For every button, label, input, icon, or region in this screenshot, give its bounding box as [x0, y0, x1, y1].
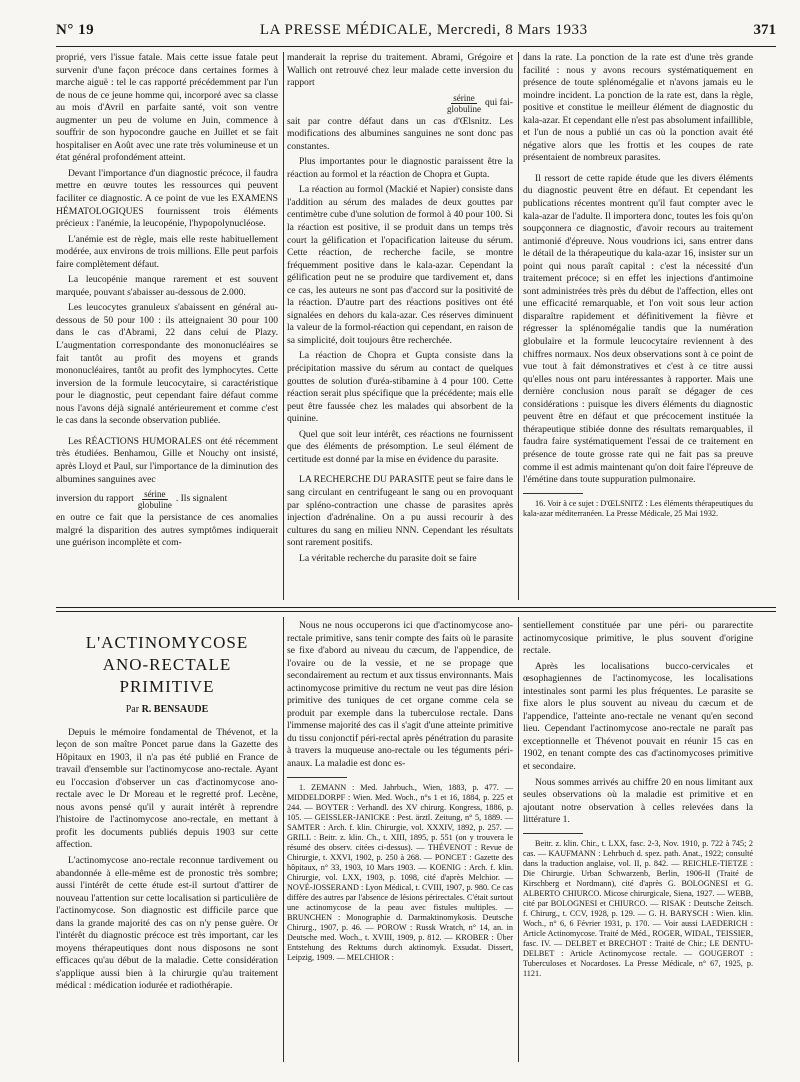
paragraph: sentiellement constituée par une péri- ou pararectite actinomycosique primitive, le plus souvent d'origine rectale. [523, 620, 753, 657]
section-rule [56, 611, 776, 612]
fraction [447, 93, 481, 114]
footnotes-continued: Beitr. z. klin. Chir., t. LXX, fasc. 2-3, Nov. 1910, p. 722 à 745; 2 cas. — KAUFMANN : Lehrbuch d. spez. path. Anat., 1922; consulté dans la traduction anglaise, vol. II, p. 842. — REICHLE-TIETZE : Die Chirurgie. Urban Schwarzenb, Berlin, 1906-II (Traité de Kirschberg et Nordmann), cité d'après G. BOLOGNESI et G. ALBERTO CHIURCO. Micose chirurgicale, Siena, 1927. — WEBB, cité par BOLOGNESI et CHIURCO. — RISAK : Deutsche Zeitsch. f. Chirurg., t. CCV, 1928, p. 129. — G. H. BARYSCH : Wien. klin. Woch., n° 6, 6 Février 1931, p. 170. — Voir aussi LAEDERICH : Article Actinomycose. Traité de Méd., ROGER, WIDAL, TEISSIER, fasc. IV. — DELBET et BRECHOT : Traité de Chir.; LE DENTU-DELBET : Article Actinomycose rectale. — GOUGEROT : Tuberculoses et Nocardoses. La Presse Médicale, n° 67, 1925, p. 1121. [523, 838, 753, 978]
footnote: 16. Voir à ce sujet : D'ŒLSNITZ : Les éléments thérapeutiques du kala-azar méditerranéen. La Presse Médicale, 25 Mai 1932. [523, 498, 753, 518]
article-title-line: ANO-RECTALE PRIMITIVE [102, 655, 232, 696]
paragraph: manderait la reprise du traitement. Abrami, Grégoire et Wallich ont retrouvé chez leur malade cette inversion du rapport [287, 52, 513, 89]
paragraph: Après les localisations bucco-cervicales et œsophagiennes de l'actinomycose, les localisations intestinales sont parmi les plus fréquentes. Le parasite se fixe alors le plus souvent au niveau du cæcum et de l'appendice, l'atteinte ano-rectale ne venant qu'en second lieu. Cependant l'actinomycose ano-rectale ne paraît pas exceptionnelle et Thévenot pouvait en réunir 15 cas en 1902, en tenant compte des cas d'actinomycoses primitive et secondaire. [523, 660, 753, 773]
formula-prefix: inversion du rapport [56, 493, 134, 505]
article-byline [56, 704, 278, 717]
paragraph: proprié, vers l'issue fatale. Mais cette issue fatale peut survenir d'une façon précoce dans certaines formes à marche aiguë : tel le cas rapporté précédemment par l'un de nous de ce jeune homme qui, incorporé avec sa classe au mois d'Avril en parfaite santé, voit son ventre augmenter un peu de volume en Juin, commence à souffrir de son hypocondre gauche en Juillet et se fait hospitaliser en Août avec une rate très volumineuse et un état général profondément atteint. [56, 52, 278, 164]
paragraph: Les leucocytes granuleux s'abaissent en général au-dessous de 50 pour 100 : ils atteignaient 30 pour 100 dans le cas d'Abrami, 22 dans celui de Plazy. L'augmentation correspondante des mononucléaires se fait tantôt au profit des moyens et grands mononucléaires, tantôt au profit des lymphocytes. Cette inversion de la formule leucocytaire, si caractéristique pour le diagnostic, peut cependant faire défaut comme nous l'avons déjà signalé antérieurement et comme c'est le cas dans la seconde observation publiée. [56, 302, 278, 427]
article-title [56, 632, 278, 698]
page-number: 371 [753, 22, 776, 38]
paragraph: La réaction de Chopra et Gupta consiste dans la précipitation massive du sérum au contact de quelques gouttes de solution d'uréa-stibamine à 4 pour 100. Cette réaction serait plus spécifique que la précédente; mais elle peut être faussée chez les malades qui absorbent de la quinine. [287, 350, 513, 425]
paragraph: L'anémie est de règle, mais elle reste habituellement modérée, aux environs de trois millions. Elle peut parfois faire complètement défaut. [56, 233, 278, 270]
article-column-1 [56, 620, 278, 1062]
article-title-line: L'ACTINOMYCOSE [85, 633, 249, 652]
footnote-rule [523, 493, 583, 494]
paragraph: Nous ne nous occuperons ici que d'actinomycose ano-rectale primitive, sans tenir compte des faits où le parasite se fixe d'abord au niveau du cæcum, de l'appendice, de l'ovaire ou de la vessie, et ne se propage que secondairement au rectum et aux tissus environnants. Mais actinomycose primitive du rectum ne veut pas dire lésion primitive des tuniques de cet organe comme cela se produit par exemple dans la tuberculose rectale. Dans l'immense majorité des cas il s'agit d'une atteinte primitive du tissu conjonctif péri-rectal après pénétration du parasite à travers la muqueuse ano-rectale ou les téguments péri-anaux. La maladie est donc es- [287, 620, 513, 770]
section-rule [56, 607, 776, 608]
paragraph: Il ressort de cette rapide étude que les divers éléments du diagnostic peuvent être en défaut. Et cependant les publications récentes montrent qu'il faut compter avec le kala-azar de l'adulte. Il importera donc, toutes les fois qu'on soupçonnera ce diagnostic, d'avoir recours au traitement antimonié d'épreuve. Nous voudrions ici, sans entrer dans le détail de la thérapeutique du kala-azar 16, insister sur un point qui nous paraît capital : c'est la nécessité d'un traitement précoce; si en effet les injections d'antimoine sont administrées très près du début de l'affection, elles ont une efficacité remarquable, et l'on voit sous leur action disparaître rapidement et définitivement la fièvre et régresser la splénomégalie tandis que la numération globulaire et la formule leucocytaire reviennent à des chiffres normaux. Nos deux observations sont à ce point de vue tout à fait démonstratives et c'est à ce titre aussi qu'elles nous ont paru intéressantes à rapporter. Mais une dernière conclusion nous paraît se dégager de ces considérations : puisque les divers éléments du diagnostic peuvent être en défaut et que précocement instituée la thérapeutique stibiée donne des résultats remarquables, il faudra faire systématiquement l'essai de ce traitement en présence de toute grosse rate qui ne fait pas sa preuve comme il est admis maintenant qu'on doit faire l'épreuve de l'émétine dans toute suppuration pulmonaire. [523, 172, 753, 486]
fraction-denominator: globuline [447, 103, 482, 114]
column-divider [283, 617, 284, 1062]
ratio-formula [56, 489, 278, 510]
footnote-rule [523, 833, 583, 834]
author-name: R. BENSAUDE [141, 704, 209, 715]
article-column-2 [287, 620, 513, 1062]
top-column-1 [56, 52, 278, 600]
column-divider [518, 617, 519, 1062]
formula-suffix: qui fai- [485, 96, 513, 108]
article-column-3 [523, 620, 753, 1062]
byline-prefix: Par [125, 704, 140, 715]
paragraph: La réaction au formol (Mackié et Napier) consiste dans l'addition au sérum des malades de deux gouttes par centimètre cube d'une solution de formol à 40 pour 100. Si la réaction est positive, il se produit dans un temps très court la gélification et l'opacification laiteuse du sérum. Cette réaction, de recherche facile, se montre fréquemment positive dans le kala-azar. Cependant la gélification peut ne se produire que tardivement et, dans ce cas, les auteurs ne sont pas d'accord sur la positivité de la réaction. D'autre part des réactions positives ont été signalées en dehors du kala-azar. Ces réserves diminuent la valeur de la formol-réaction qui cependant, en raison de sa simplicité, doit toujours être recherchée. [287, 184, 513, 346]
paragraph: Nous sommes arrivés au chiffre 20 en nous limitant aux seules observations où la maladie est primitive et en ajoutant notre observation à celles relevées dans la littérature 1. [523, 776, 753, 826]
fraction-numerator: sérine [144, 489, 166, 500]
formula-suffix: . Ils signalent [175, 493, 228, 505]
fraction-numerator: sérine [453, 92, 475, 103]
header-rule [56, 46, 776, 47]
top-column-2 [287, 52, 513, 600]
column-divider [518, 52, 519, 600]
paragraph: Devant l'importance d'un diagnostic précoce, il faudra mettre en œuvre toutes les ressources qui peuvent faciliter ce diagnostic. A ce point de vue les EXAMENS HÉMATOLOGIQUES fournissent trois éléments précieux : l'anémie, la leucopénie, l'hypopolynucléose. [56, 167, 278, 230]
journal-title: LA PRESSE MÉDICALE, Mercredi, 8 Mars 1933 [259, 22, 588, 38]
page-header [56, 22, 776, 44]
paragraph: L'actinomycose ano-rectale reconnue tardivement ou abandonnée à elle-même est de pronostic très sombre; aussi l'intérêt de cette étude est-il surtout d'attirer de nouveau l'attention sur cette localisation si particulière de l'actinomycose. Son diagnostic est difficile parce que dans la grande majorité des cas on n'y pense guère. Or l'intérêt du diagnostic précoce est très important, car les moyens thérapeutiques dont nous disposons ne sont efficaces qu'au début de la maladie. Cette considération s'applique aussi bien à la chirurgie qu'au traitement médical : médication iodurée et radiothérapie. [56, 855, 278, 992]
fraction [138, 489, 172, 510]
paragraph: sait par contre défaut dans un cas d'Œlsnitz. Les modifications des albumines sanguines ne sont donc pas constantes. [287, 115, 513, 152]
paragraph: en outre ce fait que la persistance de ces anomalies malgré la disparition des autres symptômes indiquerait une guérison incomplète et com- [56, 512, 278, 549]
paragraph: Plus importantes pour le diagnostic paraissent être la réaction au formol et la réaction de Chopra et Gupta. [287, 156, 513, 180]
paragraph: Quel que soit leur intérêt, ces réactions ne fournissent que des éléments de présomption. Le seul élément de certitude est donné par la mise en évidence du parasite. [287, 428, 513, 465]
fraction-denominator: globuline [137, 500, 172, 511]
top-column-3 [523, 52, 753, 600]
footnote-rule [287, 777, 347, 778]
ratio-formula [287, 93, 513, 114]
footnotes: 1. ZEMANN : Med. Jahrbuch., Wien, 1883, p. 477. — MIDDELDORPF : Wien. Med. Woch., n°s 1 et 16, 1884, p. 225 et 244. — BOYTER : Verhandl. des XV chirurg. Kongress, 1886, p. 105. — GEISSLER-JANICKE : Pest. ärztl. Zeitung, n° 5, 1889. — SAMTER : Arch. f. klin. Chirurgie, vol. XXXIV, 1892, p. 257. — GRILL : Beitr. z. klin. Ch., t. XIII, 1895, p. 551 (on y trouvera le résumé des observ. citées ci-dessus). — THÉVENOT : Revue de Chirurgie, t. XXVI, 1902, p. 250 à 268. — PONCET : Gazette des hôpitaux, n° 33, 1903, 10 Mars 1903. — KOENIG : Arch. f. klin. Chirurgie, vol. LXX, 1903, p. 1098, cité d'après Melchior. — NOVÉ-JOSSERAND : Lyon Médical, t. CVIII, 1907, p. 980. Ce cas diffère des autres par l'absence de lésions périrectales. C'était surtout une actinomycose de la peau avec fistules multiples. — BRUNCHEN : Monographie d. Darmaktinomykosis. Deutsche Chirurg., 1907, p. 46. — POROW : Russk Wratch, n° 14, an. in Deutsche med. Woch., t. XVIII, 1909, p. 812. — KROBER : Über Entstehung des Rektums durch aktinomyk. Exsudat. Dissert, Leipzig, 1909. — MELCHIOR : [287, 782, 513, 962]
issue-number: N° 19 [56, 22, 95, 38]
paragraph: Les RÉACTIONS HUMORALES ont été récemment très étudiées. Benhamou, Gille et Nouchy ont insisté, après Lloyd et Paul, sur l'importance de la diminution des albumines sanguines avec [56, 435, 278, 485]
paragraph: Depuis le mémoire fondamental de Thévenot, et la leçon de son maître Poncet parue dans la Gazette des Hôpitaux en 1903, il n'a pas été publié en France de travail d'ensemble sur l'actinomycose ano-rectale. Ayant eu l'occasion d'observer un cas d'actinomycose ano-rectale avec le Dr Moreau et le regretté prof. Lecène, nous avons pensé qu'il y aurait intérêt à reprendre l'histoire de l'actinomycose ano-rectale, en mettant à profit les documents publiés depuis 1903 sur cette affection. [56, 726, 278, 851]
paragraph: LA RECHERCHE DU PARASITE peut se faire dans le sang circulant en centrifugeant le sang ou en provoquant par spléno-contraction une chasse de parasites après injection d'adrénaline. On a pu aussi recourir à des cultures du sang en milieu NNN. Cependant les résultats sont rarement positifs. [287, 474, 513, 549]
column-divider [283, 52, 284, 600]
paragraph: dans la rate. La ponction de la rate est d'une très grande facilité : nous y avons recours systématiquement en présence de toute splénomégalie et n'avons jamais eu le moindre incident. La ponction de la rate est, dans la règle, positive et constitue le meilleur élément de diagnostic du kala-azar. Et cependant elle n'est pas absolument infaillible, et l'un de nous a publié un cas où la ponction avait été négative alors que les frottis et les coupes de rate présentaient de nombreux parasites. [523, 52, 753, 164]
paragraph: La leucopénie manque rarement et est souvent marquée, pouvant s'abaisser au-dessous de 2.000. [56, 274, 278, 298]
paragraph: La véritable recherche du parasite doit se faire [299, 552, 477, 564]
